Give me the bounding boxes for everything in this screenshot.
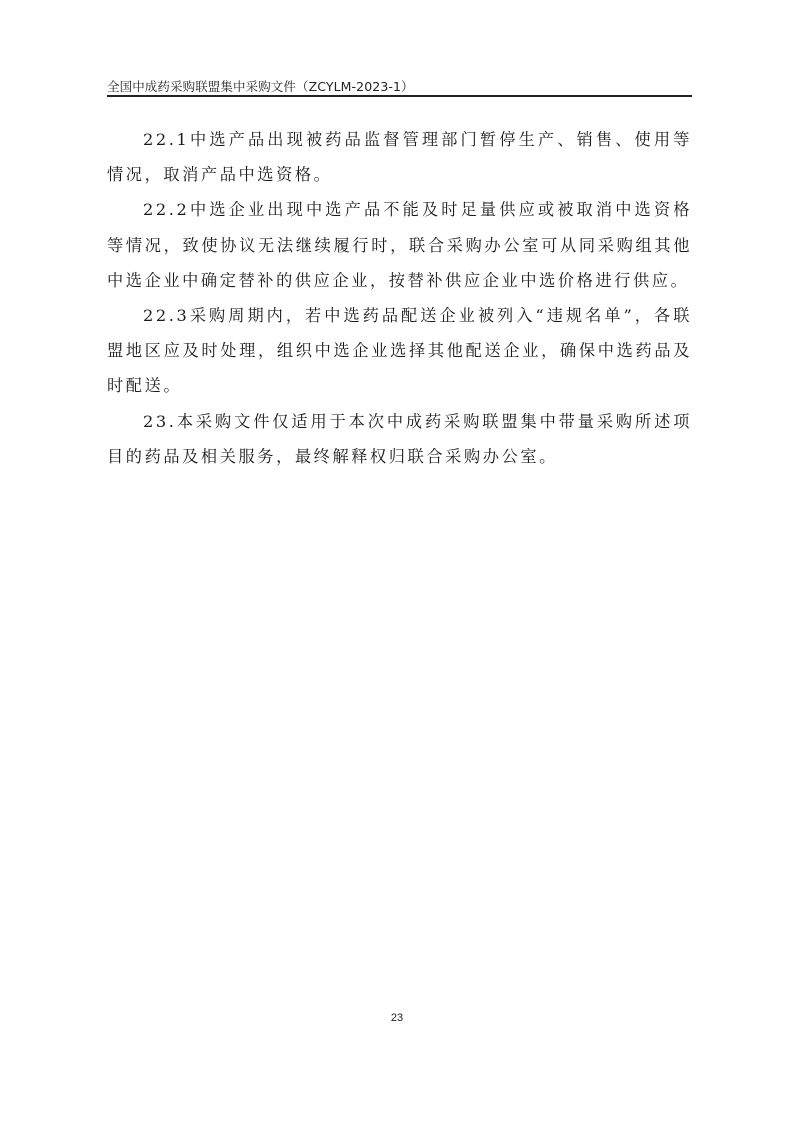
document-body: [107, 122, 692, 474]
paragraph-23: 23.本采购文件仅适用于本次中成药采购联盟集中带量采购所述项目的药品及相关服务，最终解释权归联合采购办公室。: [107, 411, 692, 466]
header-title: 全国中成药采购联盟集中采购文件（ZCYLM-2023-1）: [107, 79, 414, 94]
paragraph-22-2: 22.2中选企业出现中选产品不能及时足量供应或被取消中选资格等情况，致使协议无法继续履行时，联合采购办公室可从同采购组其他中选企业中确定替补的供应企业，按替补供应企业中选价格进行供应。: [107, 200, 692, 290]
page-number: 23: [390, 1012, 404, 1024]
running-header: [107, 71, 692, 97]
paragraph-22-1: 22.1中选产品出现被药品监督管理部门暂停生产、销售、使用等情况，取消产品中选资格。: [107, 130, 692, 185]
paragraph-22-3: 22.3采购周期内，若中选药品配送企业被列入“违规名单”，各联盟地区应及时处理，组织中选企业选择其他配送企业，确保中选药品及时配送。: [107, 306, 692, 396]
